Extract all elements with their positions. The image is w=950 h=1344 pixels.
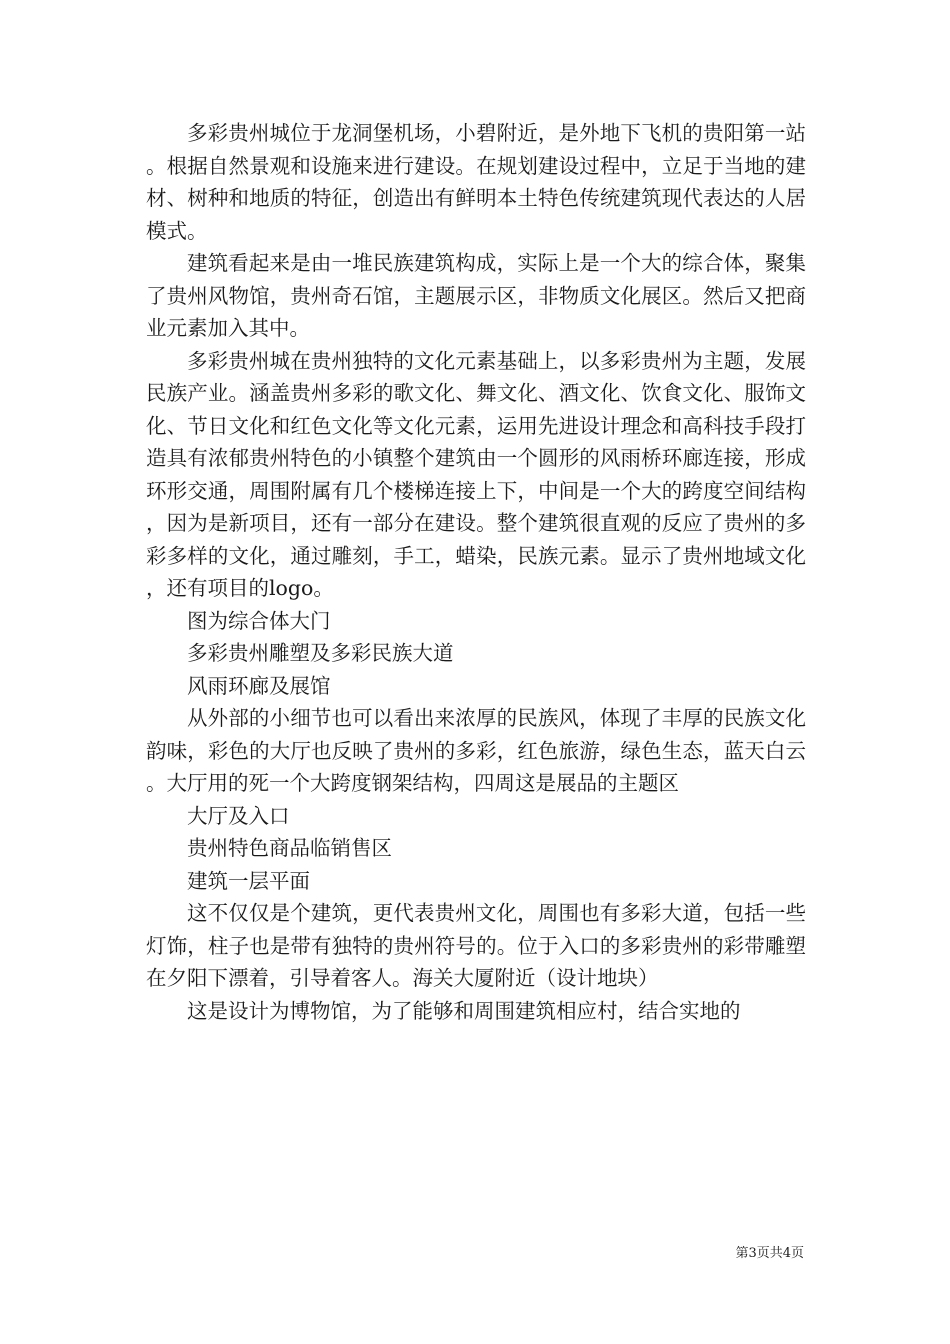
paragraph-culture: 多彩贵州城在贵州独特的文化元素基础上，以多彩贵州为主题，发展民族产业。涵盖贵州多彩的歌文化、舞文化、酒文化、饮食文化、服饰文化、节日文化和红色文化等文化元素，运用先进设计理念和高科技手段打造具有浓郁贵州特色的小镇整个建筑由一个圆形的风雨桥环廊连接，形成环形交通，周围附属有几个楼梯连接上下，中间是一个大的跨度空间结构，因为是新项目，还有一部分在建设。整个建筑很直观的反应了贵州的多彩多样的文化，通过雕刻，手工，蜡染，民族元素。显示了贵州地域文化，还有项目的logo。 [146, 348, 806, 600]
page-number: 第3页共4页 [735, 1246, 804, 1261]
caption-sales-area: 贵州特色商品临销售区 [187, 836, 392, 860]
caption-hall-entrance: 大厅及入口 [187, 803, 290, 828]
paragraph-complex: 建筑看起来是由一堆民族建筑构成，实际上是一个大的综合体，聚集了贵州风物馆，贵州奇石馆，主题展示区，非物质文化展区。然后又把商业元素加入其中。 [146, 251, 806, 340]
paragraph-symbolism: 这不仅仅是个建筑，更代表贵州文化，周围也有多彩大道，包括一些灯饰，柱子也是带有独特的贵州符号的。位于入口的多彩贵州的彩带雕塑在夕阳下漂着，引导着客人。海关大厦附近（设计地块） [146, 901, 806, 990]
paragraph-museum: 这是设计为博物馆，为了能够和周围建筑相应村，结合实地的 [187, 998, 741, 1023]
caption-main-gate: 图为综合体大门 [187, 608, 331, 633]
paragraph-exterior-details: 从外部的小细节也可以看出来浓厚的民族风，体现了丰厚的民族文化韵味，彩色的大厅也反映了贵州的多彩，红色旅游，绿色生态，蓝天白云。大厅用的死一个大跨度钢架结构，四周这是展品的主题区 [146, 706, 806, 795]
caption-ground-floor-plan: 建筑一层平面 [187, 868, 310, 893]
page-footer [0, 1244, 950, 1264]
caption-sculpture-avenue: 多彩贵州雕塑及多彩民族大道 [187, 641, 454, 665]
caption-corridor-pavilion: 风雨环廊及展馆 [187, 673, 331, 698]
paragraph-location: 多彩贵州城位于龙洞堡机场，小碧附近，是外地下飞机的贵阳第一站。根据自然景观和设施来进行建设。在规划建设过程中，立足于当地的建材、树种和地质的特征，创造出有鲜明本土特色传统建筑现代表达的人居模式。 [146, 121, 806, 243]
document-body [146, 117, 806, 1027]
